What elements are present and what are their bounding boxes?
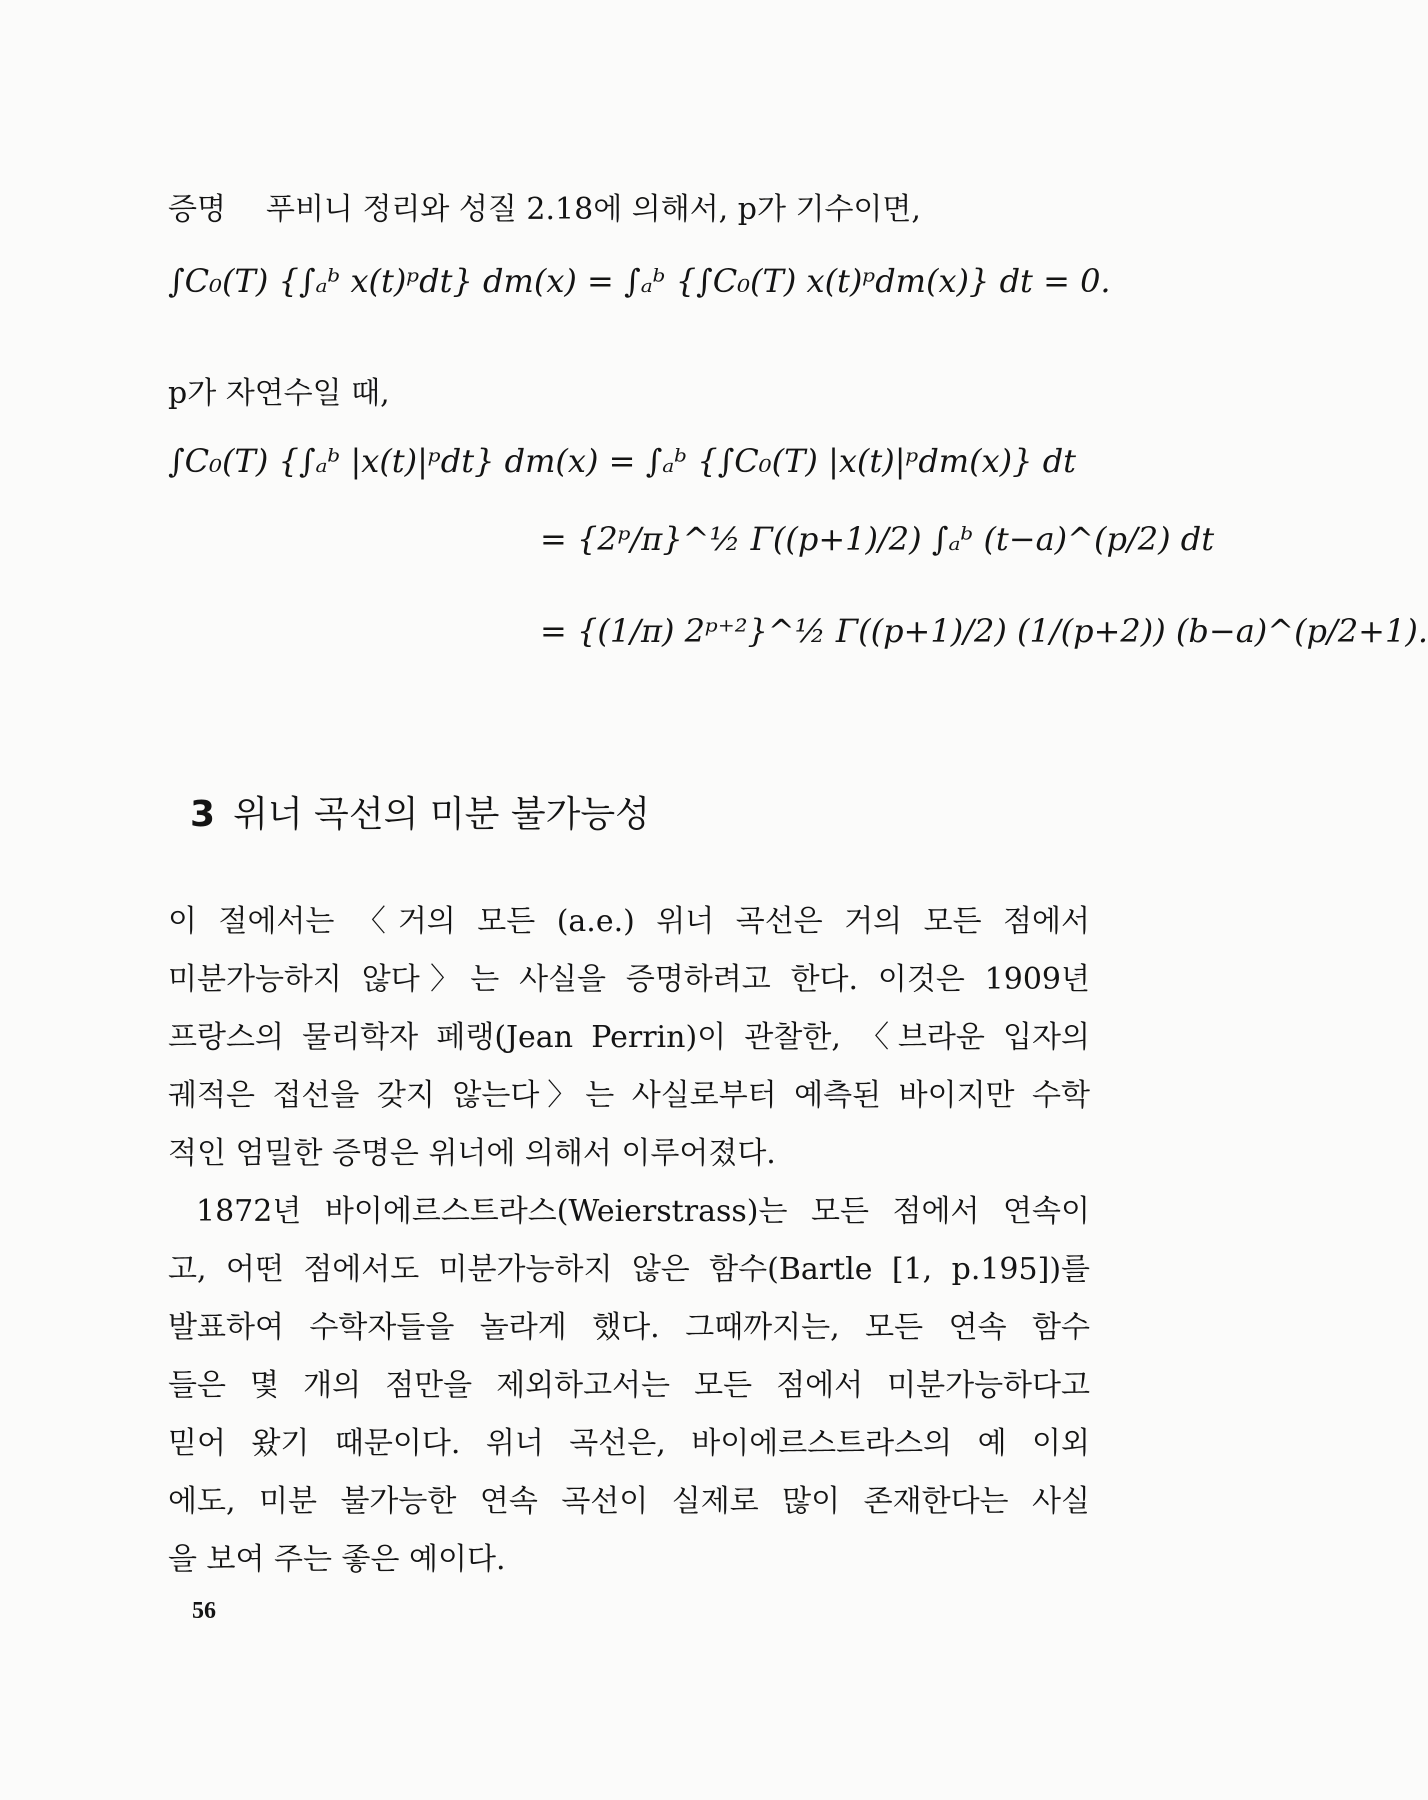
paragraph1-line: 미분가능하지 않다〉는 사실을 증명하려고 한다. 이것은 1909년 <box>168 962 1090 997</box>
equation-abs-moment-step3: = {(1/π) 2ᵖ⁺²}^½ Γ((p+1)/2) (1/(p+2)) (b−a)^(p/2+1). <box>540 612 1428 650</box>
proof-label: 증명 <box>168 192 226 227</box>
paragraph2-line: 1872년 바이에르스트라스(Weierstrass)는 모든 점에서 연속이 <box>196 1194 1090 1229</box>
paragraph1-line: 궤적은 접선을 갖지 않는다〉는 사실로부터 예측된 바이지만 수학 <box>168 1078 1090 1113</box>
section-number: 3 <box>190 794 216 835</box>
paragraph2-line: 믿어 왔기 때문이다. 위너 곡선은, 바이에르스트라스의 예 이외 <box>168 1426 1090 1461</box>
page-number: 56 <box>192 1598 216 1624</box>
section-heading <box>190 786 650 837</box>
paragraph2-line: 발표하여 수학자들을 놀라게 했다. 그때까지는, 모든 연속 함수 <box>168 1310 1090 1345</box>
proof-heading <box>168 188 1090 232</box>
equation-abs-moment: ∫C₀(T) {∫ₐᵇ |x(t)|ᵖdt} dm(x) = ∫ₐᵇ {∫C₀(T) |x(t)|ᵖdm(x)} dt <box>168 442 1077 480</box>
section-title: 위너 곡선의 미분 불가능성 <box>233 794 650 835</box>
equation-abs-moment-step2: = {2ᵖ/π}^½ Γ((p+1)/2) ∫ₐᵇ (t−a)^(p/2) dt <box>540 520 1215 558</box>
paragraph2-line: 들은 몇 개의 점만을 제외하고서는 모든 점에서 미분가능하다고 <box>168 1368 1090 1403</box>
paragraph1-line: 이 절에서는 〈거의 모든 (a.e.) 위너 곡선은 거의 모든 점에서 <box>168 904 1090 939</box>
paragraph2-line: 을 보여 주는 좋은 예이다. <box>168 1542 506 1577</box>
paragraph1-line: 적인 엄밀한 증명은 위너에 의해서 이루어졌다. <box>168 1136 776 1171</box>
natural-number-condition: p가 자연수일 때, <box>168 376 390 411</box>
paragraph1-line: 프랑스의 물리학자 페랭(Jean Perrin)이 관찰한, 〈브라운 입자의 <box>168 1020 1090 1055</box>
paragraph2-line: 고, 어떤 점에서도 미분가능하지 않은 함수(Bartle [1, p.195])를 <box>168 1252 1090 1287</box>
proof-intro-text: 푸비니 정리와 성질 2.18에 의해서, p가 기수이면, <box>265 192 921 227</box>
paragraph2-line: 에도, 미분 불가능한 연속 곡선이 실제로 많이 존재한다는 사실 <box>168 1484 1090 1519</box>
equation-odd-moment: ∫C₀(T) {∫ₐᵇ x(t)ᵖdt} dm(x) = ∫ₐᵇ {∫C₀(T) x(t)ᵖdm(x)} dt = 0. <box>168 262 1111 300</box>
